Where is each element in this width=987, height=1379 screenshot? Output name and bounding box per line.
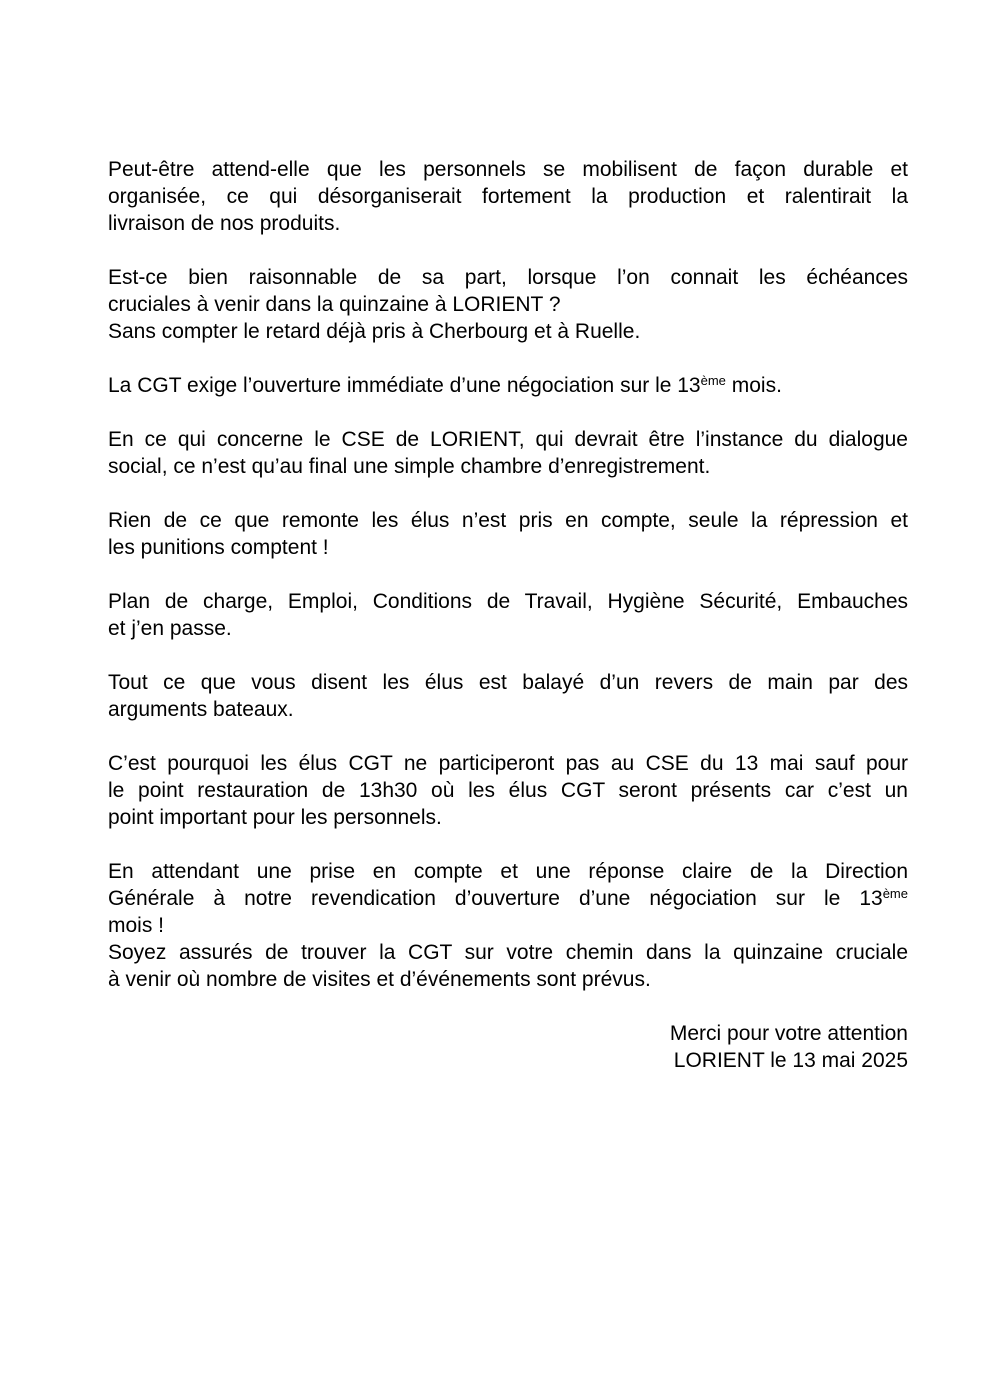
text-line: organisée, ce qui désorganiserait fortement la production et ralentirait la <box>108 185 908 208</box>
place-and-date: LORIENT le 13 mai 2025 <box>673 1049 908 1072</box>
text-line: Soyez assurés de trouver la CGT sur votre chemin dans la quinzaine cruciale <box>108 941 908 964</box>
text-line: et j’en passe. <box>108 617 232 640</box>
paragraph-arguments <box>108 669 908 723</box>
closing-thanks: Merci pour votre attention <box>669 1022 908 1045</box>
text-fragment: mois. <box>725 374 782 397</box>
text-line <box>108 372 908 399</box>
paragraph-exigence-13eme-mois <box>108 372 908 399</box>
text-line: Sans compter le retard déjà pris à Cherbourg et à Ruelle. <box>108 320 641 343</box>
paragraph-mobilisation <box>108 156 908 237</box>
text-line: le point restauration de 13h30 où les élus CGT seront présents car c’est un <box>108 779 908 802</box>
text-line: à venir où nombre de visites et d’événements sont prévus. <box>108 968 651 991</box>
text-line: social, ce n’est qu’au final une simple chambre d’enregistrement. <box>108 455 711 478</box>
letter-body <box>108 156 908 1074</box>
text-line: Est-ce bien raisonnable de sa part, lorsque l’on connait les échéances <box>108 266 908 289</box>
text-line: En attendant une prise en compte et une réponse claire de la Direction <box>108 860 908 883</box>
signature-block <box>108 1020 908 1074</box>
paragraph-cse <box>108 426 908 480</box>
text-line: En ce qui concerne le CSE de LORIENT, qui devrait être l’instance du dialogue <box>108 428 908 451</box>
text-line: Plan de charge, Emploi, Conditions de Travail, Hygiène Sécurité, Embauches <box>108 590 908 613</box>
paragraph-participation-cse <box>108 750 908 831</box>
paragraph-echeances <box>108 264 908 345</box>
paragraph-revendication <box>108 858 908 993</box>
text-fragment: Générale à notre revendication d’ouverture d’une négociation sur le 13 <box>108 887 883 910</box>
text-line: Tout ce que vous disent les élus est balayé d’un revers de main par des <box>108 671 908 694</box>
text-line: Rien de ce que remonte les élus n’est pris en compte, seule la répression et <box>108 509 908 532</box>
text-fragment: La CGT exige l’ouverture immédiate d’une négociation sur le 13 <box>108 374 701 397</box>
text-line <box>108 885 908 912</box>
text-line: C’est pourquoi les élus CGT ne participeront pas au CSE du 13 mai sauf pour <box>108 752 908 775</box>
text-line: mois ! <box>108 914 165 937</box>
text-line: cruciales à venir dans la quinzaine à LORIENT ? <box>108 293 561 316</box>
text-line: livraison de nos produits. <box>108 212 341 235</box>
text-line: arguments bateaux. <box>108 698 294 721</box>
superscript: ème <box>700 373 726 388</box>
text-line: Peut-être attend-elle que les personnels se mobilisent de façon durable et <box>108 158 908 181</box>
paragraph-repression <box>108 507 908 561</box>
paragraph-plan-de-charge <box>108 588 908 642</box>
text-line: point important pour les personnels. <box>108 806 442 829</box>
superscript: ème <box>882 886 908 901</box>
text-line: les punitions comptent ! <box>108 536 329 559</box>
